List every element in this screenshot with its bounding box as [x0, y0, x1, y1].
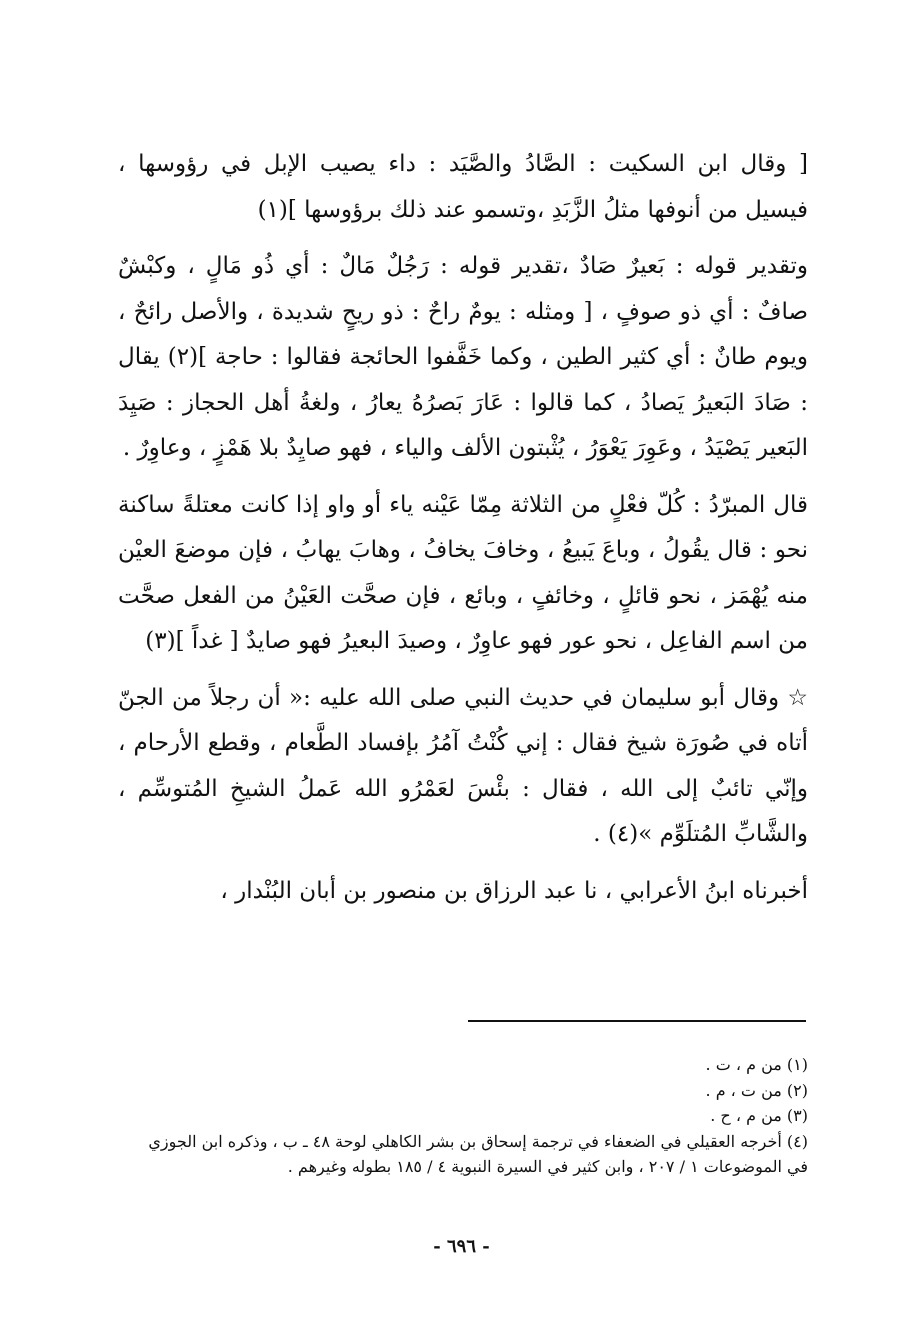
footnotes — [130, 1052, 808, 1180]
footnote-4: (٤) أخرجه العقيلي في الضعفاء في ترجمة إسحاق بن بشر الكاهلي لوحة ٤٨ ـ ب ، وذكره ابن الجوزي في الموضوعات ١ / ٢٠٧ ، وابن كثير في السيرة النبوية ٤ / ١٨٥ بطوله وغيرهم . — [148, 1131, 808, 1176]
footnote-3: (٣) من م ، ح . — [710, 1106, 808, 1125]
footnote-2: (٢) من ت ، م . — [705, 1080, 808, 1100]
paragraph-hadith: ☆ وقال أبو سليمان في حديث النبي صلى الله عليه :« أن رجلاً من الجنّ أتاه في صُورَة شيخ فقال : إني كُنْتُ آمُرُ بإفساد الطَّعام ، وقطع الأرحام ، وإنّي تائبٌ إلى الله ، فقال : بئْسَ لعَمْرُو الله عَملُ الشيخِ المُتوسِّم ، والشَّابِّ المُتلَوِّم »(٤) . — [118, 684, 808, 847]
paragraph-isnad: أخبرناه ابنُ الأعرابي ، نا عبد الرزاق بن منصور بن أبان البُنْدار ، — [220, 877, 808, 904]
paragraph-ibn-sikkit: [ وقال ابن السكيت : الصَّادُ والصَّيَد : داء يصيب الإبل في رؤوسها ، فيسيل من أنوفها مثلُ الزَّبَدِ ،وتسمو عند ذلك برؤوسها ](١) — [118, 151, 808, 223]
main-text — [118, 142, 808, 914]
footnote-1: (١) من م ، ت . — [705, 1055, 808, 1074]
footnote-divider — [468, 1020, 806, 1022]
page-number: - ٦٩٦ - — [433, 1236, 490, 1257]
paragraph-taqdir: وتقدير قوله : بَعيرٌ صَادٌ ،تقدير قوله : رَجُلٌ مَالٌ : أي ذُو مَالٍ ، وكبْشٌ صافٌ : أي ذو صوفٍ ، [ ومثله : يومٌ راحٌ : ذو ريحٍ شديدة ، والأصل رائحٌ ، ويوم طانٌ : أي كثير الطين ، وكما خَفَّفوا الحائجة فقالوا : حاجة ](٢) يقال : صَادَ البَعيرُ يَصادُ ، كما قالوا : عَارَ بَصرُهُ يعارُ ، ولغةُ أهل الحجاز : صَيِدَ البَعير يَصْيَدُ ، وعَوِرَ يَعْوَرُ ، يُثْبتون الألف والياء ، فهو صايِدٌ بلا هَمْزٍ ، وعاوِرٌ . — [118, 253, 808, 461]
paragraph-mubarrad: قال المبرّدُ : كُلّ فعْلٍ من الثلاثة مِمّا عَيْنه ياء أو واو إذا كانت معتلةً ساكنة نحو : قال يقُولُ ، وباعَ يَبيعُ ، وخافَ يخافُ ، وهابَ يهابُ ، فإن موضعَ العيْن منه يُهْمَز ، نحو قائلٍ ، وخائفٍ ، وبائع ، فإن صحَّت العَيْنُ من الفعل صحَّت من اسم الفاعِل ، نحو عور فهو عاوِرٌ ، وصيدَ البعيرُ فهو صايدٌ [ غداً ](٣) — [118, 491, 808, 654]
